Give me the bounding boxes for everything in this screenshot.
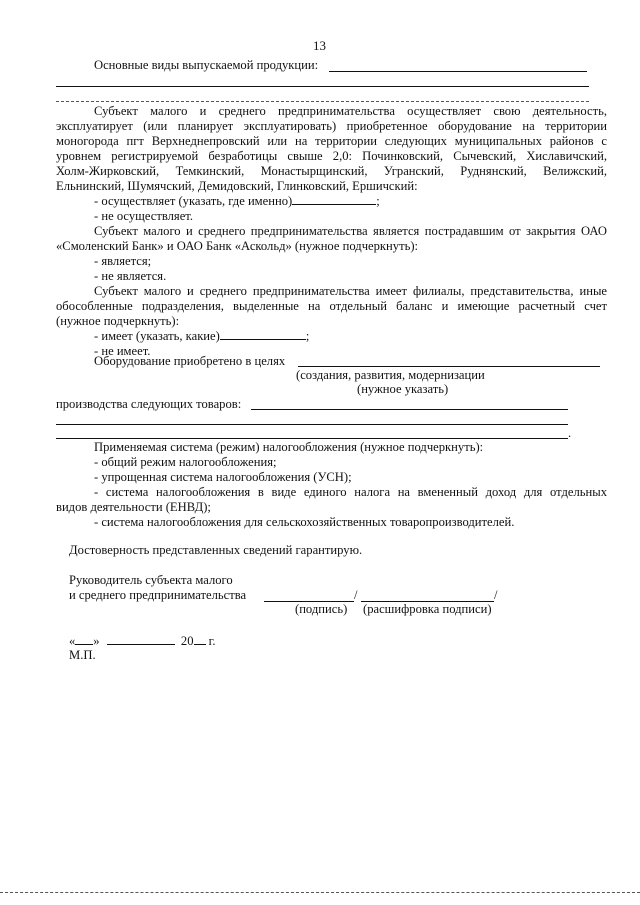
location-para-line-5: Холм-Жирковский, Темкинский, Монастырщинский, Угранский, Руднянский, Велижский, — [56, 164, 607, 178]
bank-option-is[interactable]: - является; — [94, 254, 152, 268]
branches-para-line-2: обособленные подразделения, выделенные на отдельный баланс и имеющие расчетный счет — [56, 299, 607, 313]
signature-role-line-1: Руководитель субъекта малого — [69, 573, 233, 587]
location-para-line-6: Ельнинский, Шумячский, Демидовский, Глинковский, Ершичский: — [56, 179, 418, 193]
date-open-quote: « — [69, 634, 76, 648]
products-label: Основные виды выпускаемой продукции: — [94, 58, 319, 72]
location-para-line-4: уровнем регистрируемой безработицы свыше 2,0: Починковский, Сычевский, Хиславичский, — [56, 149, 607, 163]
stamp-label: М.П. — [69, 648, 96, 662]
bottom-rule — [0, 892, 640, 893]
bank-para-line-1: Субъект малого и среднего предпринимательства является пострадавшим от закрытия ОАО — [94, 224, 607, 238]
goods-input-line-3[interactable] — [56, 438, 568, 439]
products-input-line-3 — [56, 101, 589, 102]
location-where-input[interactable] — [292, 194, 376, 205]
location-option-performs-label: - осуществляет (указать, где именно) — [94, 194, 293, 208]
tax-option-esn[interactable]: - система налогообложения для сельскохозяйственных товаропроизводителей. — [94, 515, 515, 529]
location-option-not-performs[interactable]: - не осуществляет. — [94, 209, 193, 223]
signature-slash-2: / — [494, 588, 498, 602]
date-year-input[interactable] — [194, 634, 206, 645]
guarantee-statement: Достоверность представленных сведений гарантирую. — [69, 543, 363, 557]
branches-option-has-not[interactable]: - не имеет. — [94, 344, 151, 358]
equipment-purpose-input[interactable] — [298, 366, 600, 367]
signature-label-decode: (расшифровка подписи) — [363, 602, 492, 616]
branches-option-has-label: - имеет (указать, какие) — [94, 329, 220, 343]
location-para-line-3: моногорода пгт Верхнеднепровский или на территории следующих муниципальных районов с — [56, 134, 607, 148]
location-para-line-1: Субъект малого и среднего предпринимательства осуществляет свою деятельность, — [94, 104, 607, 118]
branches-which-input[interactable] — [220, 329, 306, 340]
tax-option-envd-line-2[interactable]: видов деятельности (ЕНВД); — [56, 500, 211, 514]
signature-role-line-2: и среднего предпринимательства — [69, 588, 247, 602]
date-row — [69, 634, 216, 649]
branches-para-line-1: Субъект малого и среднего предпринимательства имеет филиалы, представительства, иные — [94, 284, 607, 298]
products-input-line-1[interactable] — [329, 71, 587, 72]
goods-end-dot: . — [568, 426, 572, 440]
date-year: 20 — [180, 634, 194, 648]
location-option-performs-end: ; — [376, 194, 380, 208]
goods-input-line-1[interactable] — [251, 409, 568, 410]
equipment-purpose-label: Оборудование приобретено в целях — [94, 354, 286, 368]
location-para-line-2: эксплуатирует (или планирует эксплуатировать) приобретенное оборудование на территории — [56, 119, 607, 133]
tax-intro: Применяемая система (режим) налогообложения (нужное подчеркнуть): — [94, 440, 484, 454]
tax-option-general[interactable]: - общий режим налогообложения; — [94, 455, 277, 469]
page-number: 13 — [313, 38, 326, 53]
branches-para-line-3: (нужное подчеркнуть): — [56, 314, 180, 328]
branches-option-has-end: ; — [305, 329, 310, 343]
date-day-input[interactable] — [75, 634, 93, 645]
bank-para-line-2: «Смоленский Банк» и ОАО Банк «Аскольд» (нужное подчеркнуть): — [56, 239, 419, 253]
signature-label-sign: (подпись) — [295, 602, 348, 616]
date-year-suffix: г. — [208, 634, 216, 648]
equipment-purpose-hint-2: (нужное указать) — [357, 382, 449, 396]
signature-slash-1: / — [354, 588, 358, 602]
tax-option-envd-line-1[interactable]: - система налогообложения в виде единого налога на вмененный доход для отдельных — [94, 485, 607, 499]
goods-input-line-2[interactable] — [56, 424, 568, 425]
tax-option-usn[interactable]: - упрощенная система налогообложения (УСН); — [94, 470, 352, 484]
bank-option-is-not[interactable]: - не является. — [94, 269, 167, 283]
date-month-input[interactable] — [107, 634, 175, 645]
branches-option-has[interactable] — [94, 329, 309, 344]
equipment-purpose-hint-1: (создания, развития, модернизации — [296, 368, 485, 382]
products-input-line-2[interactable] — [56, 86, 589, 87]
goods-label: производства следующих товаров: — [56, 397, 242, 411]
date-close-quote: » — [93, 634, 100, 648]
location-option-performs[interactable] — [94, 194, 380, 209]
